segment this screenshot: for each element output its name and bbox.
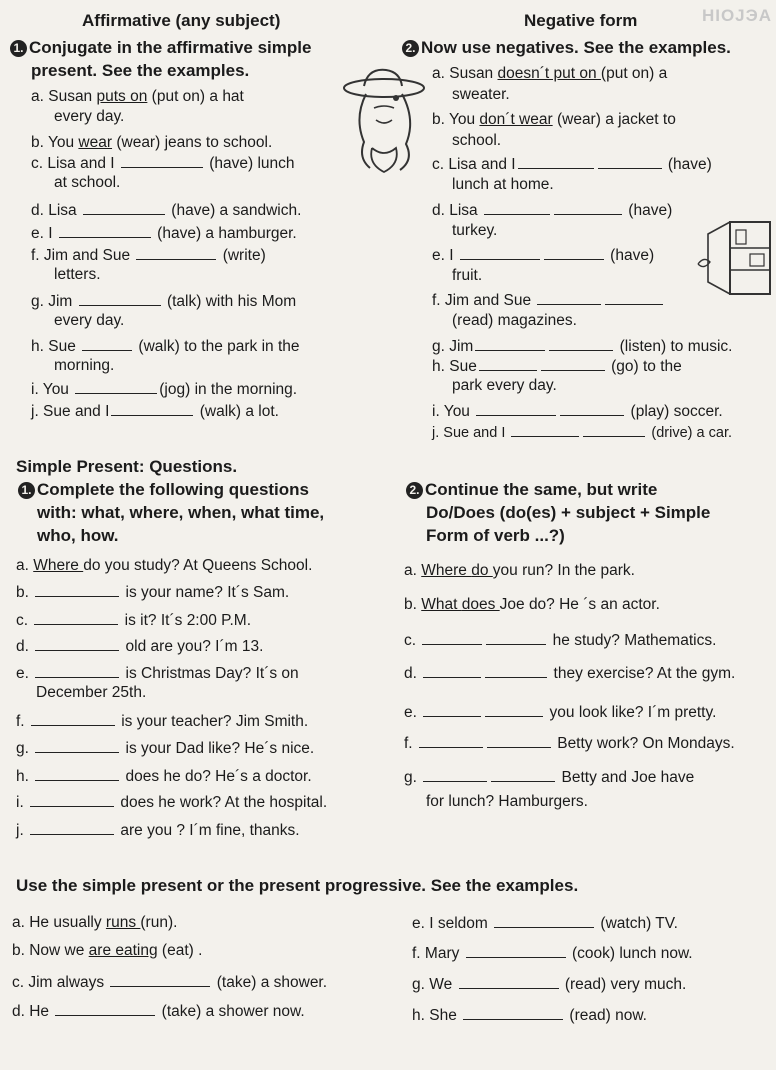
answer-blank[interactable] [486,631,546,645]
answer-blank[interactable] [485,703,543,717]
answer-blank[interactable] [511,423,579,437]
s2-item-b-cont: school. [452,132,502,149]
s1-item-i: i. You (jog) in the morning. [31,381,298,398]
s5-item-d: d. He (take) a shower now. [12,1003,305,1020]
s4-item-b: b. What does Joe do? He ´s an actor. [404,596,660,613]
s5-item-e: e. I seldom (watch) TV. [412,915,678,932]
answer-blank[interactable] [30,821,114,835]
answer-blank[interactable] [463,1006,563,1020]
s1-item-b: b. You wear (wear) jeans to school. [31,134,273,151]
girl-with-hat-illustration [336,68,432,180]
s2-item-e-cont: fruit. [452,267,483,284]
s1-item-e: e. I (have) a hamburger. [31,225,297,242]
s2-item-f: f. Jim and Sue [432,291,665,310]
answer-blank[interactable] [466,944,566,958]
s2-item-j: j. Sue and I (drive) a car. [432,425,732,441]
answer-blank[interactable] [35,664,119,678]
answer-blank[interactable] [34,611,118,625]
s2-item-f-cont: (read) magazines. [452,312,577,329]
answer-blank[interactable] [485,664,547,678]
s2-number: 2. [402,40,419,57]
answer-blank[interactable] [419,734,483,748]
s2-item-g: g. Jim (listen) to music. [432,338,733,355]
answer-blank[interactable] [111,402,193,416]
s5-item-g: g. We (read) very much. [412,976,687,993]
s4-item-e: e. you look like? I´m pretty. [404,704,717,721]
s1-title-2: present. See the examples. [31,61,250,80]
s5-item-c: c. Jim always (take) a shower. [12,974,328,991]
s2-item-c-cont: lunch at home. [452,176,554,193]
s1-item-h-cont: morning. [54,357,115,374]
answer-blank[interactable] [110,973,210,987]
s4-item-a: a. Where do you run? In the park. [404,562,635,579]
s2-item-h: h. Sue (go) to the [432,358,682,375]
s4-item-c: c. he study? Mathematics. [404,632,717,649]
s2-item-a: a. Susan doesn´t put on (put on) a [432,65,668,82]
s1-item-j: j. Sue and I (walk) a lot. [31,403,279,420]
s1-item-c: c. Lisa and I (have) lunch [31,155,295,172]
s3-item-e-cont: December 25th. [36,684,147,701]
answer-blank[interactable] [479,357,537,371]
header-negative: Negative form [524,11,638,30]
s2-item-h-cont: park every day. [452,377,557,394]
s3-item-f: f. is your teacher? Jim Smith. [16,713,309,730]
answer-blank[interactable] [136,246,216,260]
s4-title-2: Do/Does (do(es) + subject + Simple [426,503,711,522]
s3-item-c: c. is it? It´s 2:00 P.M. [16,612,252,629]
s3-number: 1. [18,482,35,499]
answer-blank[interactable] [605,291,663,305]
s1-number: 1. [10,40,27,57]
s1-item-f-cont: letters. [54,266,101,283]
answer-blank[interactable] [491,768,555,782]
answer-blank[interactable] [549,337,613,351]
answer-blank[interactable] [544,246,604,260]
s3-title-3: who, how. [37,526,119,545]
s3-item-i: i. does he work? At the hospital. [16,794,328,811]
answer-blank[interactable] [121,154,203,168]
s4-title-3: Form of verb ...?) [426,526,565,545]
answer-blank[interactable] [487,734,551,748]
answer-blank[interactable] [518,155,594,169]
s4-item-g-cont: for lunch? Hamburgers. [426,793,588,810]
s4-item-f: f. Betty work? On Mondays. [404,735,735,752]
answer-blank[interactable] [560,402,624,416]
s3-title-2: with: what, where, when, what time, [37,503,325,522]
s5-item-b: b. Now we are eating (eat) . [12,942,203,959]
s3-item-g: g. is your Dad like? He´s nice. [16,740,315,757]
s1-item-h: h. Sue (walk) to the park in the [31,338,300,355]
fridge-illustration [696,218,774,298]
s1-title-1: 1. Conjugate in the affirmative simple [10,39,311,57]
answer-blank[interactable] [55,1002,155,1016]
s1-item-g: g. Jim (talk) with his Mom [31,293,297,310]
s2-title: 2. Now use negatives. See the examples. [402,39,731,57]
s2-item-d-cont: turkey. [452,222,498,239]
s5-title: Use the simple present or the present progressive. See the examples. [16,876,579,895]
s5-item-f: f. Mary (cook) lunch now. [412,945,693,962]
answer-blank[interactable] [422,631,482,645]
answer-blank[interactable] [554,201,622,215]
s2-item-a-cont: sweater. [452,86,510,103]
s1-item-g-cont: every day. [54,312,125,329]
header-affirmative: Affirmative (any subject) [82,11,281,30]
answer-blank[interactable] [59,224,151,238]
s2-item-d: d. Lisa (have) [432,202,673,219]
answer-blank[interactable] [460,246,540,260]
answer-blank[interactable] [583,423,645,437]
answer-blank[interactable] [459,975,559,989]
answer-blank[interactable] [494,914,594,928]
answer-blank[interactable] [79,292,161,306]
answer-blank[interactable] [35,583,119,597]
answer-blank[interactable] [31,712,115,726]
answer-blank[interactable] [423,664,481,678]
questions-heading: Simple Present: Questions. [16,457,238,476]
answer-blank[interactable] [35,739,119,753]
s3-title-1: 1. Complete the following questions [18,481,309,499]
answer-blank[interactable] [537,291,601,305]
answer-blank[interactable] [82,337,132,351]
answer-blank[interactable] [475,337,545,351]
s3-item-h: h. does he do? He´s a doctor. [16,768,312,785]
s1-item-a-cont: every day. [54,108,125,125]
s2-item-i: i. You (play) soccer. [432,403,723,420]
s3-item-b: b. is your name? It´s Sam. [16,584,290,601]
s2-item-e: e. I (have) [432,247,655,264]
answer-blank[interactable] [423,703,481,717]
s4-title-1: 2. Continue the same, but write [406,481,657,499]
answer-blank[interactable] [35,767,119,781]
answer-blank[interactable] [35,637,119,651]
s4-number: 2. [406,482,423,499]
s1-item-a: a. Susan puts on (put on) a hat [31,88,244,105]
answer-blank[interactable] [484,201,550,215]
s3-item-a: a. Where do you study? At Queens School. [16,557,313,574]
s1-item-f: f. Jim and Sue (write) [31,247,266,264]
s3-item-e: e. is Christmas Day? It´s on [16,665,299,682]
publisher-logo: HIOJЭA [701,6,772,25]
s1-item-c-cont: at school. [54,174,121,191]
s2-item-b: b. You don´t wear (wear) a jacket to [432,111,676,128]
s4-item-d: d. they exercise? At the gym. [404,665,736,682]
s1-item-d: d. Lisa (have) a sandwich. [31,202,302,219]
s5-item-h: h. She (read) now. [412,1007,647,1024]
answer-blank[interactable] [75,380,157,394]
s5-item-a: a. He usually runs (run). [12,914,178,931]
s4-item-g: g. Betty and Joe have [404,769,695,786]
s3-item-d: d. old are you? I´m 13. [16,638,264,655]
answer-blank[interactable] [83,201,165,215]
answer-blank[interactable] [423,768,487,782]
s2-item-c: c. Lisa and I (have) [432,156,712,173]
s3-item-j: j. are you ? I´m fine, thanks. [16,822,300,839]
answer-blank[interactable] [476,402,556,416]
answer-blank[interactable] [541,357,605,371]
answer-blank[interactable] [30,793,114,807]
answer-blank[interactable] [598,155,662,169]
